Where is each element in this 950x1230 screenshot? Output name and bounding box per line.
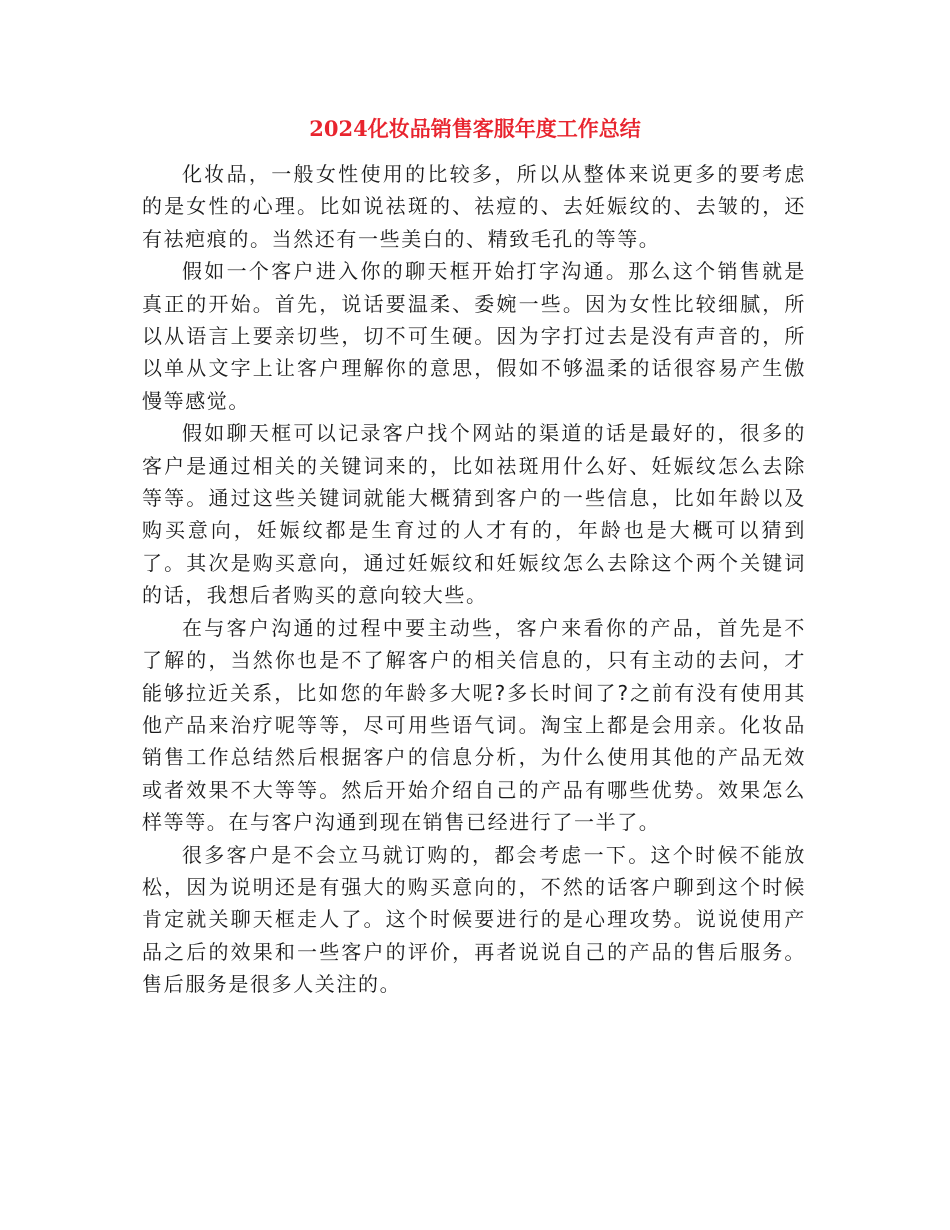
paragraph-1: 化妆品，一般女性使用的比较多，所以从整体来说更多的要考虑的是女性的心理。比如说祛斑的、祛痘的、去妊娠纹的、去皱的，还有祛疤痕的。当然还有一些美白的、精致毛孔的等等。 — [142, 162, 806, 251]
document-title: 2024化妆品销售客服年度工作总结 — [309, 116, 641, 141]
paragraph-4: 在与客户沟通的过程中要主动些，客户来看你的产品，首先是不了解的，当然你也是不了解客户的相关信息的，只有主动的去问，才能够拉近关系，比如您的年龄多大呢?多长时间了?之前有没有使用其他产品来治疗呢等等，尽可用些语气词。淘宝上都是会用亲。化妆品销售工作总结然后根据客户的信息分析，为什么使用其他的产品无效或者效果不大等等。然后开始介绍自己的产品有哪些优势。效果怎么样等等。在与客户沟通到现在销售已经进行了一半了。 — [142, 615, 806, 835]
paragraph-2: 假如一个客户进入你的聊天框开始打字沟通。那么这个销售就是真正的开始。首先，说话要温柔、委婉一些。因为女性比较细腻，所以从语言上要亲切些，切不可生硬。因为字打过去是没有声音的，所以单从文字上让客户理解你的意思，假如不够温柔的话很容易产生傲慢等感觉。 — [142, 259, 806, 413]
paragraph-5: 很多客户是不会立马就订购的，都会考虑一下。这个时候不能放松，因为说明还是有强大的购买意向的，不然的话客户聊到这个时候肯定就关聊天框走人了。这个时候要进行的是心理攻势。说说使用产品之后的效果和一些客户的评价，再者说说自己的产品的售后服务。售后服务是很多人关注的。 — [142, 842, 806, 997]
paragraph-3: 假如聊天框可以记录客户找个网站的渠道的话是最好的，很多的客户是通过相关的关键词来的，比如祛斑用什么好、妊娠纹怎么去除等等。通过这些关键词就能大概猜到客户的一些信息，比如年龄以及购买意向，妊娠纹都是生育过的人才有的，年龄也是大概可以猜到了。其次是购买意向，通过妊娠纹和妊娠纹怎么去除这个两个关键词的话，我想后者购买的意向较大些。 — [142, 421, 806, 608]
document-body — [142, 158, 806, 1001]
